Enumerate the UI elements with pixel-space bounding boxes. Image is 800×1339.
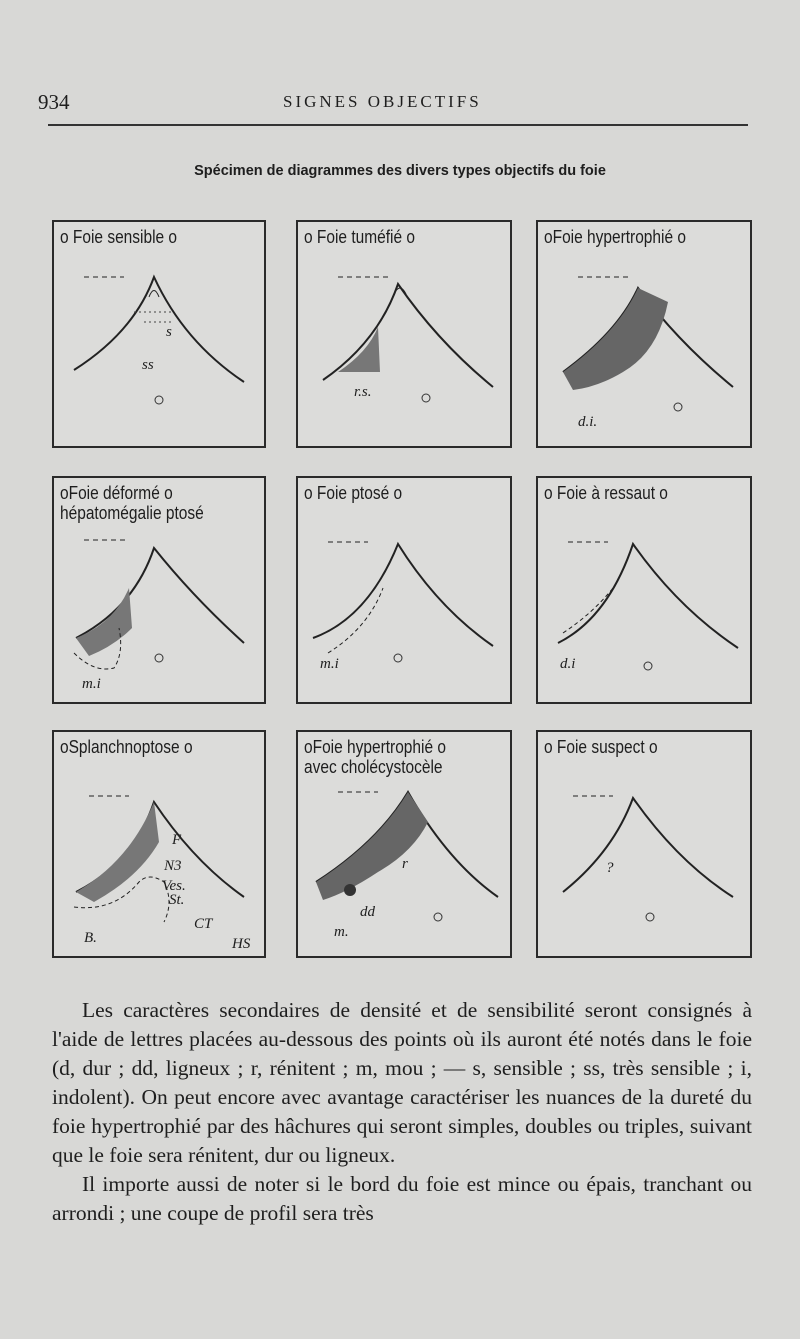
page-number: 934 bbox=[38, 90, 70, 114]
label-di: d.i bbox=[560, 656, 576, 672]
label-Ves: Ves. bbox=[162, 878, 186, 894]
diagram-foie-suspect bbox=[536, 730, 752, 958]
panel-title: o Foie ptosé o bbox=[304, 483, 403, 503]
panel-title: o Foie suspect o bbox=[544, 737, 658, 757]
liver-diagram bbox=[538, 732, 750, 956]
liver-diagram bbox=[54, 478, 264, 702]
label-F: F bbox=[172, 832, 182, 848]
liver-diagram bbox=[538, 222, 750, 446]
diagram-foie-hypertrophie-cholecystocele bbox=[296, 730, 512, 958]
figure-caption: Spécimen de diagrammes des divers types objectifs du foie bbox=[194, 163, 606, 179]
label-dd: dd bbox=[360, 904, 375, 920]
label-CT: CT bbox=[194, 916, 213, 932]
paragraph-2: Il importe aussi de noter si le bord du foie est mince ou épais, tranchant ou arrondi ; une coupe de profil sera très bbox=[52, 1172, 752, 1225]
paragraph-1: Les caractères secondaires de densité et de sensibilité seront consignés à l'aide de lettres placées au-dessous des points où ils auront été notés dans le foie (d, dur ; dd, ligneux ; r, rénitent ; m, mou ; — s, sensible ; ss, très sensible ; i, indolent). On peut encore avec avantage caractériser les nuances de la dureté du foie hypertrophié par des hâchures qui seront simples, doubles ou triples, suivant que le foie sera rénitent, dur ou ligneux. bbox=[52, 998, 752, 1167]
label-B: B. bbox=[84, 930, 97, 946]
diagram-foie-hypertrophie bbox=[536, 220, 752, 448]
diagram-foie-ptose bbox=[296, 476, 512, 704]
panel-subtitle: hépatomégalie ptosé bbox=[60, 503, 204, 523]
label-St: St. bbox=[169, 892, 185, 908]
diagram-foie-sensible bbox=[52, 220, 266, 448]
panel-title: oFoie déformé o bbox=[60, 483, 173, 503]
body-text bbox=[52, 996, 752, 1228]
panel-title: oFoie hypertrophié o bbox=[544, 227, 686, 247]
label-mi: m.i bbox=[82, 676, 101, 692]
label-s: s bbox=[166, 324, 172, 340]
label-ss: ss bbox=[142, 357, 154, 373]
panel-title: o Foie sensible o bbox=[60, 227, 178, 247]
panel-title: o Foie à ressaut o bbox=[544, 483, 668, 503]
liver-diagram bbox=[298, 222, 510, 446]
diagram-foie-deforme bbox=[52, 476, 266, 704]
label-mi: m.i bbox=[320, 656, 339, 672]
label-HS: HS bbox=[232, 936, 251, 952]
label-r: r bbox=[402, 856, 408, 872]
label-rs: r.s. bbox=[354, 384, 372, 400]
panel-title: o Foie tuméfié o bbox=[304, 227, 416, 247]
label-question: ? bbox=[606, 860, 614, 876]
diagram-foie-tumefie bbox=[296, 220, 512, 448]
panel-subtitle: avec cholécystocèle bbox=[304, 757, 443, 777]
label-m: m. bbox=[334, 924, 349, 940]
page-header bbox=[38, 90, 748, 120]
diagram-foie-a-ressaut bbox=[536, 476, 752, 704]
liver-diagram bbox=[54, 222, 264, 446]
diagram-splanchnoptose bbox=[52, 730, 266, 958]
label-di: d.i. bbox=[578, 414, 598, 430]
header-rule bbox=[48, 124, 748, 126]
label-N3: N3 bbox=[164, 858, 182, 874]
liver-diagram bbox=[298, 732, 510, 956]
panel-title: oSplanchnoptose o bbox=[60, 737, 193, 757]
liver-diagram bbox=[54, 732, 264, 956]
panel-title: oFoie hypertrophié o bbox=[304, 737, 446, 757]
running-title: SIGNES OBJECTIFS bbox=[283, 92, 482, 111]
